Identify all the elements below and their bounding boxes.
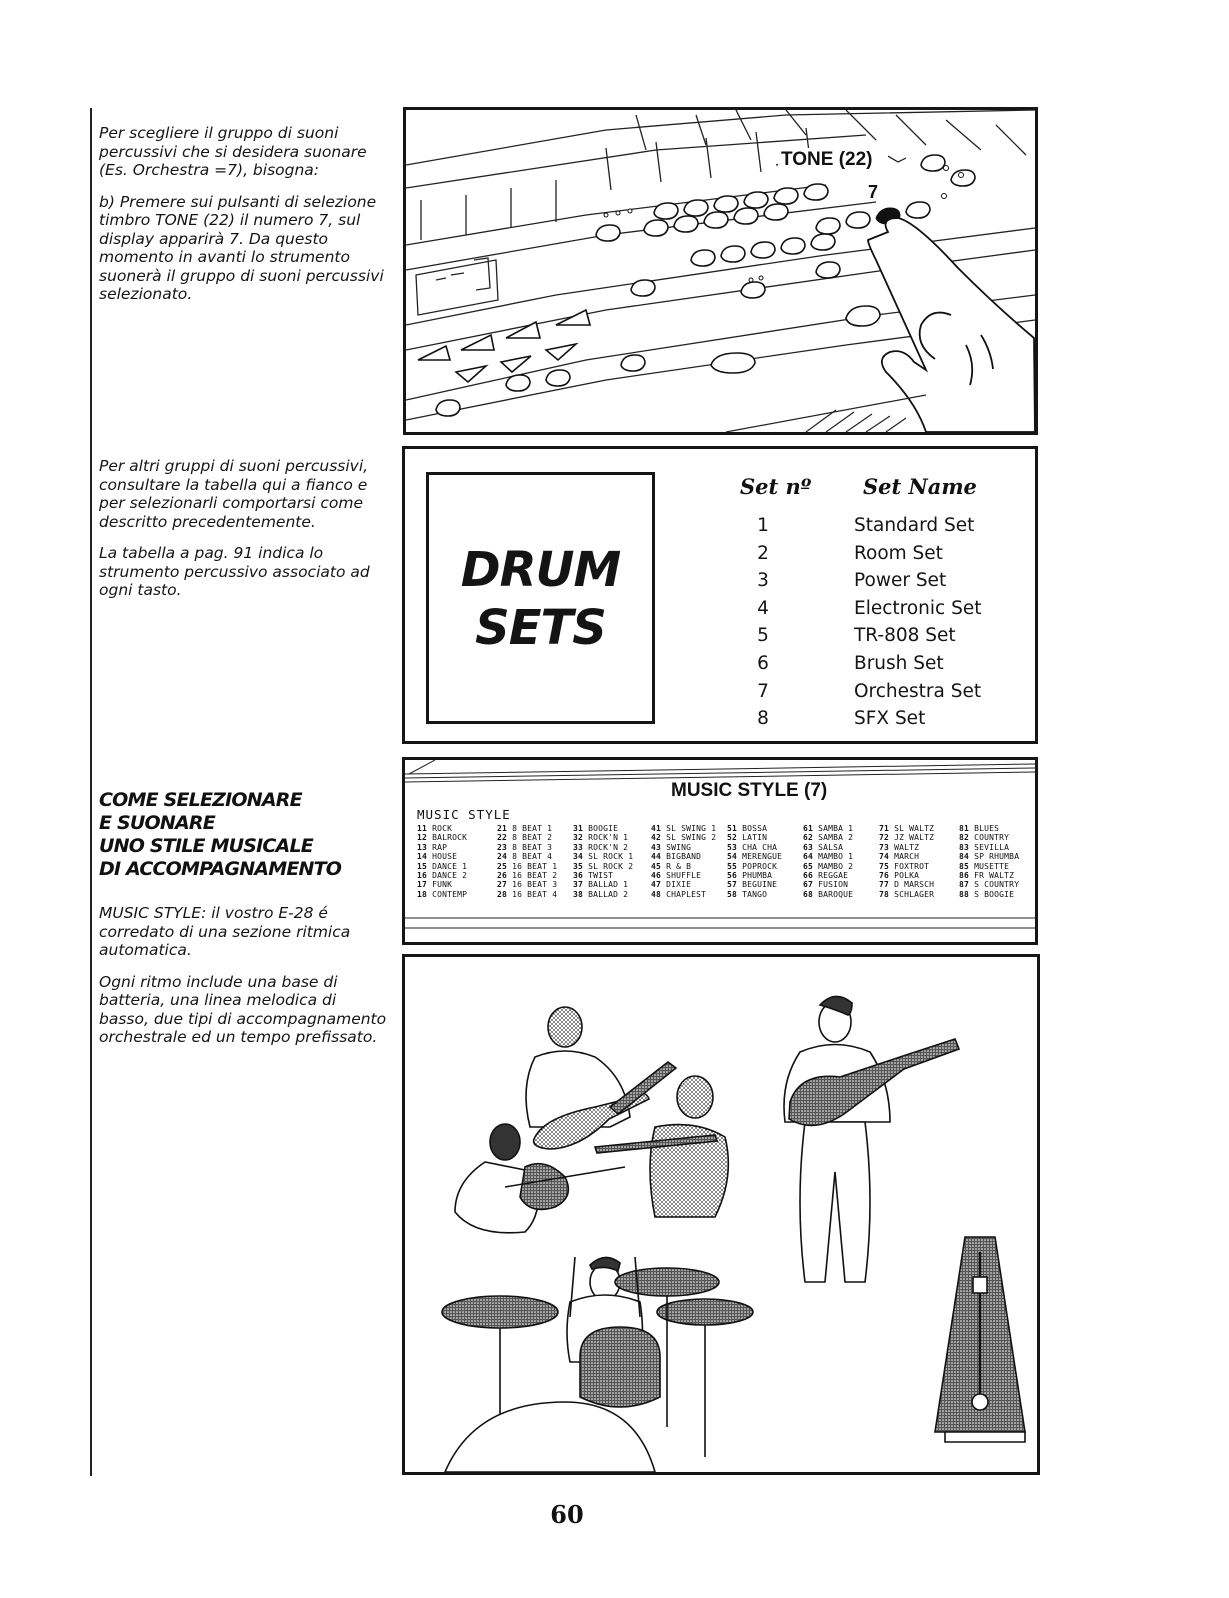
style-item — [417, 852, 467, 861]
page-number: 60 — [550, 1500, 584, 1529]
style-item — [651, 862, 716, 871]
style-number: 15 — [417, 861, 428, 871]
style-name: 8 BEAT 2 — [507, 833, 553, 843]
drum-set-number: 2 — [757, 542, 769, 564]
style-number: 57 — [727, 880, 738, 890]
style-item — [727, 871, 782, 880]
style-number: 74 — [879, 852, 890, 862]
style-number: 28 — [497, 889, 508, 899]
style-number: 21 — [497, 824, 508, 833]
style-number: 88 — [959, 889, 970, 899]
style-number: 11 — [417, 824, 428, 833]
drum-set-name: TR-808 Set — [854, 625, 956, 647]
style-item — [959, 871, 1019, 880]
style-name: DIXIE — [661, 880, 692, 890]
style-name: BALLAD 2 — [583, 889, 629, 899]
keyboard-panel-drawing — [406, 110, 1035, 432]
style-item — [959, 852, 1019, 861]
style-name: RAP — [427, 842, 448, 852]
style-number: 84 — [959, 852, 970, 862]
style-item — [803, 843, 853, 852]
keyboard-figure — [403, 107, 1038, 435]
style-number: 71 — [879, 824, 890, 833]
style-item — [727, 843, 782, 852]
drum-sets-title-box — [426, 472, 655, 724]
music-style-panel-label: MUSIC STYLE — [417, 807, 511, 822]
style-number: 13 — [417, 842, 428, 852]
style-item — [417, 833, 467, 842]
style-item — [417, 890, 467, 899]
style-item — [803, 852, 853, 861]
style-number: 23 — [497, 842, 508, 852]
heading-line: DI ACCOMPAGNAMENTO — [99, 858, 342, 880]
drum-set-name: Standard Set — [854, 515, 975, 536]
style-name: FUSION — [813, 880, 849, 890]
intro-text — [99, 124, 389, 317]
set-number-header: Set nº — [740, 474, 812, 499]
style-item — [651, 833, 716, 842]
style-name: POLKA — [889, 871, 920, 881]
style-name: SAMBA 1 — [813, 824, 854, 833]
style-item — [417, 880, 467, 889]
style-name: BLUES — [969, 824, 1000, 833]
style-name: SL SWING 2 — [661, 833, 717, 843]
style-name: SCHLAGER — [889, 889, 935, 899]
style-name: SL ROCK 2 — [583, 861, 634, 871]
style-name: ROCK — [427, 824, 453, 833]
style-name: MAMBO 2 — [813, 861, 854, 871]
style-column — [573, 824, 633, 899]
style-item — [803, 833, 853, 842]
style-column — [497, 824, 557, 899]
style-name: CHA CHA — [737, 842, 778, 852]
style-name: SL SWING 1 — [661, 824, 717, 833]
style-number: 67 — [803, 880, 814, 890]
musicians-illustration — [402, 954, 1040, 1475]
style-item — [497, 890, 557, 899]
style-number: 73 — [879, 842, 890, 852]
style-item — [651, 871, 716, 880]
style-name: CHAPLEST — [661, 889, 707, 899]
style-number: 86 — [959, 871, 970, 881]
style-name: SEVILLA — [969, 842, 1010, 852]
style-item — [959, 843, 1019, 852]
style-item — [803, 880, 853, 889]
style-number: 65 — [803, 861, 814, 871]
style-number: 83 — [959, 842, 970, 852]
intro-paragraph-2: b) Premere sui pulsanti di selezione timbro TONE (22) il numero 7, sul display apparirà 7. Da questo momento in avanti lo strumento suonerà il gruppo di suoni percussivi selezionato. — [99, 192, 384, 303]
style-item — [497, 833, 557, 842]
style-number: 82 — [959, 833, 970, 843]
style-item — [573, 833, 633, 842]
style-name: JZ WALTZ — [889, 833, 935, 843]
style-number: 56 — [727, 871, 738, 881]
style-number: 76 — [879, 871, 890, 881]
style-item — [573, 890, 633, 899]
style-name: ROCK'N 1 — [583, 833, 629, 843]
style-item — [573, 871, 633, 880]
style-item — [651, 880, 716, 889]
other-groups-paragraph-2: La tabella a pag. 91 indica lo strumento percussivo associato ad ogni tasto. — [99, 544, 370, 599]
style-number: 55 — [727, 861, 738, 871]
style-number: 87 — [959, 880, 970, 890]
drum-set-number: 4 — [757, 597, 769, 619]
drum-set-number: 6 — [757, 653, 769, 674]
style-number: 12 — [417, 833, 428, 843]
style-item — [879, 862, 934, 871]
heading-line: UNO STILE MUSICALE — [99, 835, 313, 857]
style-number: 37 — [573, 880, 584, 890]
style-number: 51 — [727, 824, 738, 833]
drum-set-name: Orchestra Set — [854, 680, 982, 702]
style-name: POPROCK — [737, 861, 778, 871]
style-column — [417, 824, 467, 899]
style-number: 61 — [803, 824, 814, 833]
style-name: FOXTROT — [889, 861, 930, 871]
style-name: TWIST — [583, 871, 614, 881]
style-number: 77 — [879, 880, 890, 890]
style-number: 64 — [803, 852, 814, 862]
other-groups-text — [99, 457, 389, 613]
style-item — [803, 862, 853, 871]
style-number: 14 — [417, 852, 428, 862]
style-item — [497, 824, 557, 833]
style-name: BIGBAND — [661, 852, 702, 862]
style-item — [497, 852, 557, 861]
heading-line: COME SELEZIONARE — [99, 789, 302, 811]
drum-set-name: Brush Set — [854, 653, 944, 674]
style-item — [803, 890, 853, 899]
style-number: 16 — [417, 871, 428, 881]
drum-sets-title-line-2: SETS — [475, 600, 606, 656]
style-name: MUSETTE — [969, 861, 1010, 871]
style-item — [417, 824, 467, 833]
style-number: 42 — [651, 833, 662, 843]
drum-sets-title-line-1: DRUM — [460, 542, 621, 598]
margin-rule — [90, 108, 92, 1476]
style-number: 47 — [651, 880, 662, 890]
style-number: 43 — [651, 842, 662, 852]
style-name: MAMBO 1 — [813, 852, 854, 862]
style-name: 16 BEAT 4 — [507, 889, 558, 899]
drum-sets-panel — [402, 446, 1038, 744]
drum-set-name: Power Set — [854, 570, 947, 592]
style-name: SL WALTZ — [889, 824, 935, 833]
style-item — [651, 852, 716, 861]
drum-set-name: Electronic Set — [854, 597, 982, 619]
style-item — [727, 862, 782, 871]
style-name: TANGO — [737, 889, 768, 899]
style-item — [573, 824, 633, 833]
tone-callout-label: TONE (22) — [781, 149, 873, 170]
style-item — [959, 862, 1019, 871]
style-number: 72 — [879, 833, 890, 843]
style-number: 26 — [497, 871, 508, 881]
style-number: 45 — [651, 861, 662, 871]
style-name: MARCH — [889, 852, 920, 862]
style-name: DANCE 1 — [427, 861, 468, 871]
music-style-title: MUSIC STYLE (7) — [671, 780, 828, 801]
drum-set-number: 7 — [757, 680, 769, 702]
style-name: S BOOGIE — [969, 889, 1015, 899]
heading-line: E SUONARE — [99, 812, 215, 834]
style-name: BAROQUE — [813, 889, 854, 899]
style-name: REGGAE — [813, 871, 849, 881]
style-item — [727, 852, 782, 861]
style-name: 8 BEAT 4 — [507, 852, 553, 862]
drum-set-name: Room Set — [854, 542, 943, 564]
style-number: 44 — [651, 852, 662, 862]
style-item — [727, 890, 782, 899]
style-item — [879, 824, 934, 833]
style-number: 35 — [573, 861, 584, 871]
style-number: 46 — [651, 871, 662, 881]
style-name: BALROCK — [427, 833, 468, 843]
style-name: MERENGUE — [737, 852, 783, 862]
style-number: 53 — [727, 842, 738, 852]
style-item — [879, 871, 934, 880]
style-number: 36 — [573, 871, 584, 881]
style-number: 34 — [573, 852, 584, 862]
style-item — [727, 824, 782, 833]
style-number: 31 — [573, 824, 584, 833]
style-name: SALSA — [813, 842, 844, 852]
drum-set-number: 3 — [757, 570, 769, 592]
style-name: D MARSCH — [889, 880, 935, 890]
style-number: 78 — [879, 889, 890, 899]
style-name: SHUFFLE — [661, 871, 702, 881]
style-item — [573, 843, 633, 852]
style-item — [417, 843, 467, 852]
style-item — [727, 880, 782, 889]
style-column — [879, 824, 934, 899]
drum-set-number: 8 — [757, 708, 769, 730]
music-style-text — [99, 904, 389, 1060]
music-style-paragraph-1: MUSIC STYLE: il vostro E-28 é corredato di una sezione ritmica automatica. — [99, 904, 351, 959]
style-name: LATIN — [737, 833, 768, 843]
style-name: SAMBA 2 — [813, 833, 854, 843]
style-item — [651, 890, 716, 899]
style-item — [651, 843, 716, 852]
style-column — [803, 824, 853, 899]
style-name: BALLAD 1 — [583, 880, 629, 890]
style-number: 66 — [803, 871, 814, 881]
style-number: 75 — [879, 861, 890, 871]
style-number: 54 — [727, 852, 738, 862]
style-number: 24 — [497, 852, 508, 862]
style-column — [651, 824, 716, 899]
style-name: 16 BEAT 3 — [507, 880, 558, 890]
other-groups-paragraph-1: Per altri gruppi di suoni percussivi, consultare la tabella qui a fianco e per selezionarli comportarsi come descritto precedentemente. — [99, 457, 369, 531]
style-item — [573, 880, 633, 889]
style-name: COUNTRY — [969, 833, 1010, 843]
style-number: 38 — [573, 889, 584, 899]
style-number: 52 — [727, 833, 738, 843]
style-name: 16 BEAT 1 — [507, 861, 558, 871]
style-name: FR WALTZ — [969, 871, 1015, 881]
style-name: S COUNTRY — [969, 880, 1020, 890]
style-number: 17 — [417, 880, 428, 890]
style-number: 68 — [803, 889, 814, 899]
music-style-paragraph-2: Ogni ritmo include una base di batteria, una linea melodica di basso, due tipi di accompagnamento orchestrale ed un tempo prefissato. — [99, 972, 387, 1046]
style-name: DANCE 2 — [427, 871, 468, 881]
style-item — [497, 871, 557, 880]
drum-set-number: 5 — [757, 625, 769, 647]
style-number: 63 — [803, 842, 814, 852]
style-item — [651, 824, 716, 833]
style-name: FUNK — [427, 880, 453, 890]
style-number: 62 — [803, 833, 814, 843]
style-name: SL ROCK 1 — [583, 852, 634, 862]
style-name: ROCK'N 2 — [583, 842, 629, 852]
intro-paragraph-1: Per scegliere il gruppo di suoni percussivi che si desidera suonare (Es. Orchestra =7), bisogna: — [99, 124, 367, 179]
style-item — [497, 843, 557, 852]
set-name-header: Set Name — [863, 474, 977, 499]
style-item — [497, 880, 557, 889]
style-name: 16 BEAT 2 — [507, 871, 558, 881]
drum-set-name: SFX Set — [854, 708, 926, 730]
style-column — [727, 824, 782, 899]
style-item — [879, 833, 934, 842]
style-number: 58 — [727, 889, 738, 899]
tone-number-label: 7 — [868, 182, 879, 202]
style-name: R & B — [661, 861, 692, 871]
style-name: BOOGIE — [583, 824, 619, 833]
style-name: SWING — [661, 842, 692, 852]
style-name: 8 BEAT 1 — [507, 824, 553, 833]
style-item — [803, 824, 853, 833]
style-number: 41 — [651, 824, 662, 833]
style-number: 48 — [651, 889, 662, 899]
style-number: 85 — [959, 861, 970, 871]
style-item — [959, 824, 1019, 833]
style-number: 18 — [417, 889, 428, 899]
style-item — [417, 871, 467, 880]
musicians-drawing — [405, 957, 1037, 1472]
style-number: 27 — [497, 880, 508, 890]
section-heading — [99, 789, 399, 881]
style-item — [879, 852, 934, 861]
style-item — [803, 871, 853, 880]
style-number: 25 — [497, 861, 508, 871]
style-item — [573, 862, 633, 871]
style-column — [959, 824, 1019, 899]
style-name: CONTEMP — [427, 889, 468, 899]
style-item — [573, 852, 633, 861]
style-item — [879, 890, 934, 899]
style-number: 22 — [497, 833, 508, 843]
style-name: SP RHUMBA — [969, 852, 1020, 862]
style-item — [417, 862, 467, 871]
drum-set-number: 1 — [757, 515, 769, 536]
style-item — [959, 890, 1019, 899]
style-name: BOSSA — [737, 824, 768, 833]
style-number: 33 — [573, 842, 584, 852]
style-name: PHUMBA — [737, 871, 773, 881]
style-number: 32 — [573, 833, 584, 843]
style-name: WALTZ — [889, 842, 920, 852]
music-style-panel — [402, 757, 1038, 945]
style-item — [727, 833, 782, 842]
style-item — [879, 880, 934, 889]
style-name: BEGUINE — [737, 880, 778, 890]
style-item — [497, 862, 557, 871]
style-name: HOUSE — [427, 852, 458, 862]
style-item — [879, 843, 934, 852]
style-number: 81 — [959, 824, 970, 833]
style-item — [959, 880, 1019, 889]
style-item — [959, 833, 1019, 842]
style-name: 8 BEAT 3 — [507, 842, 553, 852]
